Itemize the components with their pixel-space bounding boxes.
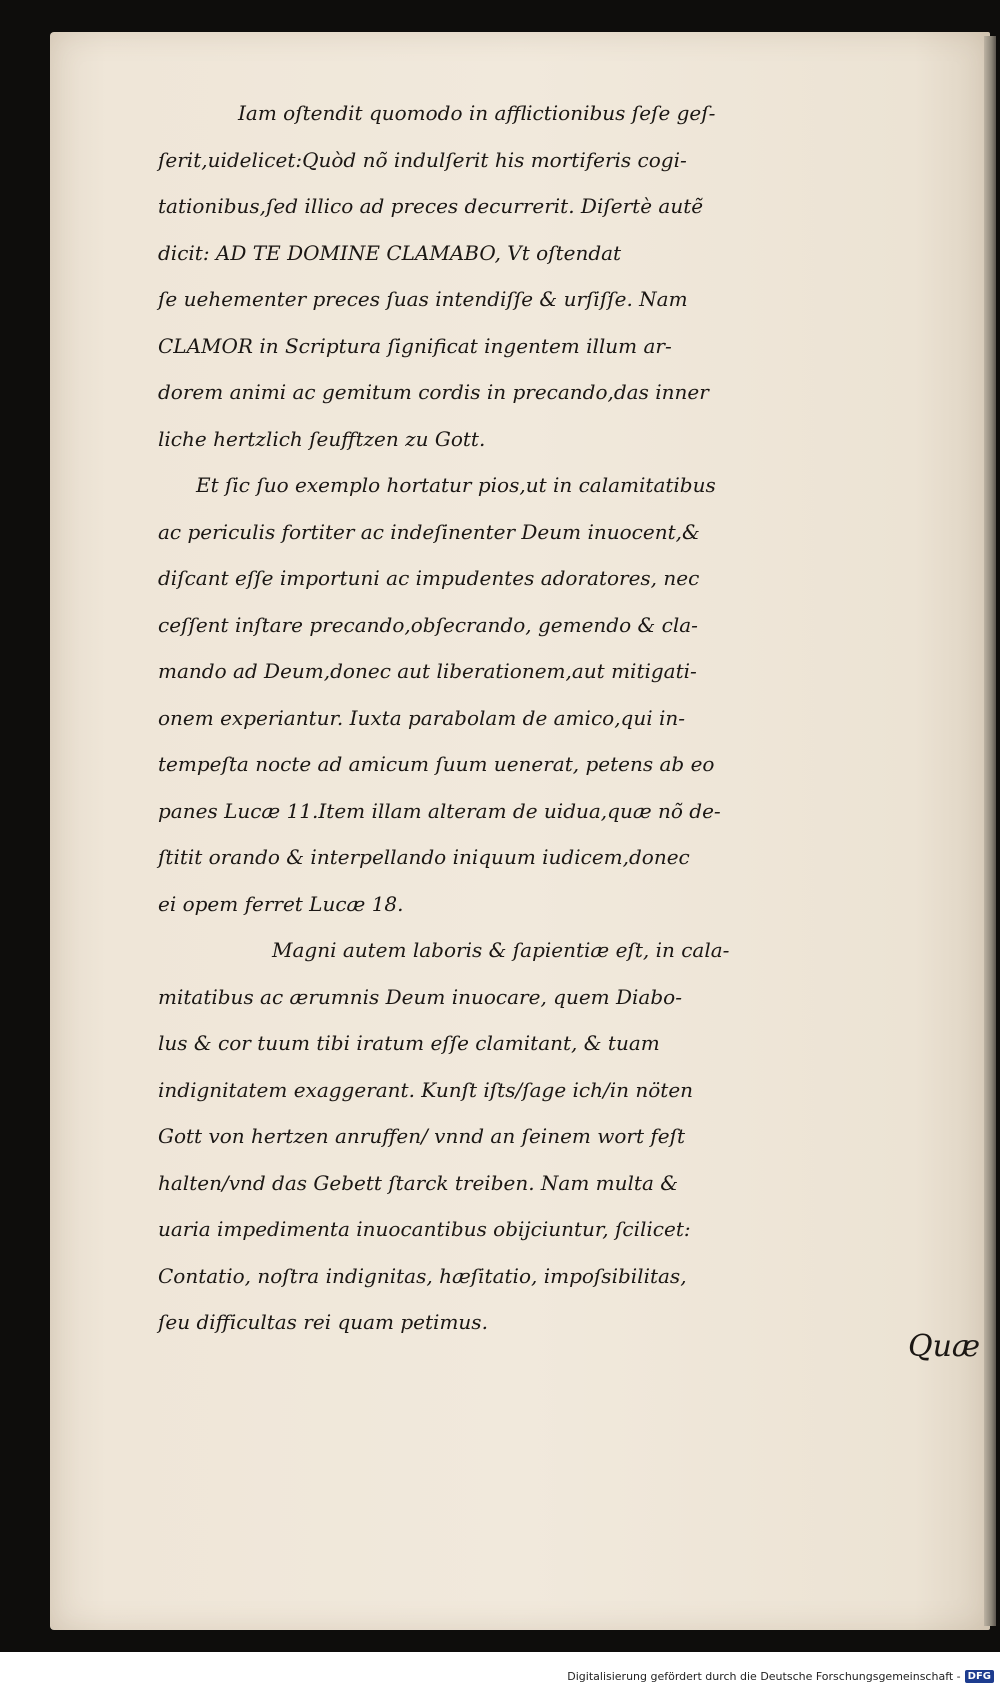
text-line: dorem animi ac gemitum cordis in precando,das inner [158, 380, 709, 404]
text-line: Iam oſtendit quomodo in afflictionibus ſeſe geſ- [238, 101, 716, 125]
text-line: ſeu difficultas rei quam petimus. [158, 1310, 488, 1334]
text-line: onem experiantur. Iuxta parabolam de amico,qui in- [158, 705, 686, 730]
text-line: halten/vnd das Gebett ſtarck treiben. Nam multa & [158, 1170, 679, 1195]
text-line: Contatio, noſtra indignitas, hæſitatio, impoſsibilitas, [158, 1263, 687, 1288]
text-line: ſe uehementer preces ſuas intendiſſe & urſiſſe. Nam [158, 287, 688, 311]
text-line: tempeſta nocte ad amicum ſuum uenerat, petens ab eo [158, 752, 715, 776]
text-line: indignitatem exaggerant. Kunſt iſts/ſage ich/in nöten [158, 1077, 694, 1102]
text-line: tationibus,ſed illico ad preces decurrerit. Diſertè autẽ [158, 194, 704, 218]
text-line: ſtitit orando & interpellando iniquum iudicem,donec [158, 845, 690, 869]
text-line: ei opem ferret Lucæ 18. [158, 891, 404, 916]
text-line: ſerit,uidelicet:Quòd nõ indulſerit his mortiferis cogi- [158, 147, 687, 172]
text-line: mando ad Deum,donec aut liberationem,aut mitigati- [158, 659, 697, 683]
page-edge [984, 36, 996, 1626]
text-line: Gott von hertzen anruffen/ vnnd an ſeinem wort feſt [158, 1124, 686, 1148]
text-line: ac periculis fortiter ac indeſinenter Deum inuocent,& [158, 519, 700, 544]
text-line: Magni autem laboris & ſapientiæ eſt, in cala- [272, 938, 730, 962]
dfg-logo: DFG [965, 1670, 994, 1683]
text-line: panes Lucæ 11.Item illam alteram de uidua,quæ nõ de- [158, 798, 721, 823]
text-line: dicit: AD TE DOMINE CLAMABO, Vt oſtendat [158, 240, 622, 265]
page-text [158, 90, 966, 1346]
text-line: CLAMOR in Scriptura ſignificat ingentem illum ar- [158, 333, 672, 358]
text-line: diſcant eſſe importuni ac impudentes adoratores, nec [158, 566, 700, 590]
text-line: lus & cor tuum tibi iratum eſſe clamitant, & tuam [158, 1031, 660, 1055]
footer-credit: Digitalisierung gefördert durch die Deutsche Forschungsgemeinschaft - [567, 1669, 961, 1683]
text-line: liche hertzlich ſeufftzen zu Gott. [158, 426, 486, 451]
catchword: Quæ [908, 1329, 981, 1364]
text-line: uaria impedimenta inuocantibus obijciuntur, ſcilicet: [158, 1217, 691, 1241]
digitization-footer [0, 1665, 1000, 1687]
text-line: mitatibus ac ærumnis Deum inuocare, quem Diabo- [158, 984, 682, 1009]
text-line: Et ſic ſuo exemplo hortatur pios,ut in calamitatibus [196, 473, 716, 497]
text-line: ceſſent inſtare precando,obſecrando, gemendo & cla- [158, 612, 698, 637]
